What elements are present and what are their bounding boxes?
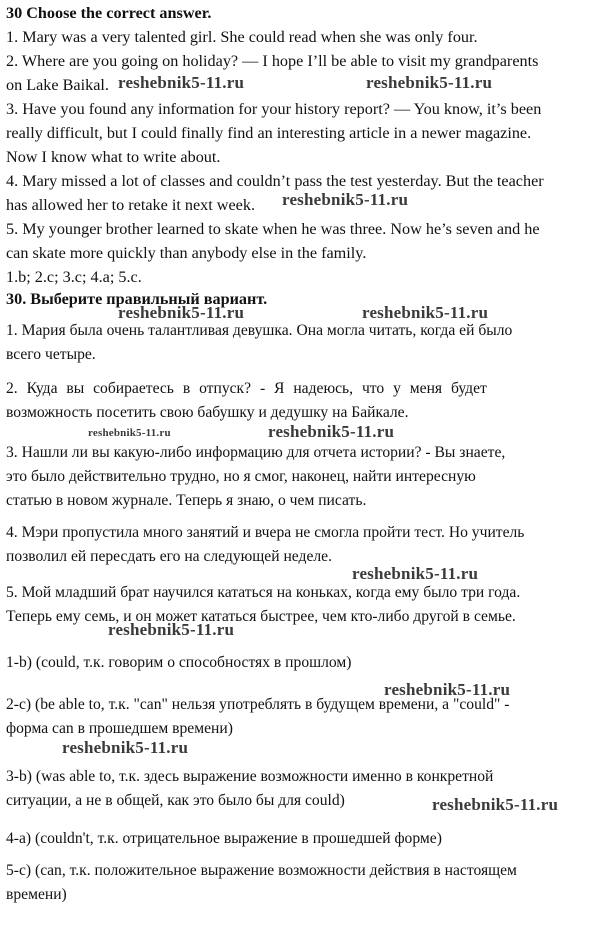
- watermark: reshebnik5-11.ru: [118, 73, 245, 92]
- explanation-line: 3-b) (was able to, т.к. здесь выражение возможности именно в конкретной: [6, 768, 494, 785]
- explanation-line: времени): [6, 886, 67, 903]
- english-line: 2. Where are you going on holiday? — I hope I’ll be able to visit my grandparents: [6, 52, 539, 70]
- english-line: has allowed her to retake it next week.: [6, 196, 256, 214]
- russian-line: всего четыре.: [6, 346, 96, 363]
- english-heading: 30 Choose the correct answer.: [6, 4, 212, 22]
- watermark: reshebnik5-11.ru: [432, 795, 559, 814]
- russian-heading: 30. Выберите правильный вариант.: [6, 290, 268, 308]
- english-line: can skate more quickly than anybody else in the family.: [6, 244, 367, 262]
- russian-line: 2. Куда вы собираетесь в отпуск? - Я надеюсь, что у меня будет: [6, 380, 487, 397]
- russian-line: 4. Мэри пропустила много занятий и вчера не смогла пройти тест. Но учитель: [6, 524, 525, 541]
- watermark: reshebnik5-11.ru: [362, 303, 489, 322]
- answer-key: 1.b; 2.c; 3.c; 4.a; 5.c.: [6, 268, 142, 286]
- explanation-line: 1-b) (could, т.к. говорим о способностях в прошлом): [6, 654, 352, 671]
- watermark: reshebnik5-11.ru: [118, 303, 245, 322]
- watermark: reshebnik5-11.ru: [384, 680, 511, 699]
- explanation-line: 4-a) (couldn't, т.к. отрицательное выражение в прошедшей форме): [6, 830, 442, 847]
- explanation-line: ситуации, а не в общей, как это было бы для could): [6, 792, 345, 809]
- english-line: 3. Have you found any information for your history report? — You know, it’s been: [6, 100, 542, 118]
- russian-line: позволил ей пересдать его на следующей неделе.: [6, 548, 332, 565]
- russian-line: это было действительно трудно, но я смог, наконец, найти интересную: [6, 468, 476, 485]
- english-line: 4. Mary missed a lot of classes and couldn’t pass the test yesterday. But the teacher: [6, 172, 544, 190]
- watermark: reshebnik5-11.ru: [108, 620, 235, 639]
- watermark: reshebnik5-11.ru: [88, 427, 171, 439]
- russian-line: статью в новом журнале. Теперь я знаю, о чем писать.: [6, 492, 367, 509]
- english-line: on Lake Baikal.: [6, 76, 109, 94]
- russian-line: 3. Нашли ли вы какую-либо информацию для отчета истории? - Вы знаете,: [6, 444, 506, 461]
- explanation-line: 2-c) (be able to, т.к. "can" нельзя употреблять в будущем времени, а "could" -: [6, 696, 510, 713]
- russian-line: 5. Мой младший брат научился кататься на коньках, когда ему было три года.: [6, 584, 521, 601]
- watermark: reshebnik5-11.ru: [268, 422, 395, 441]
- watermark: reshebnik5-11.ru: [62, 738, 189, 757]
- explanation-line: форма can в прошедшем времени): [6, 720, 233, 737]
- watermark: reshebnik5-11.ru: [366, 73, 493, 92]
- english-line: Now I know what to write about.: [6, 148, 221, 166]
- watermark: reshebnik5-11.ru: [282, 190, 409, 209]
- english-line: 1. Mary was a very talented girl. She could read when she was only four.: [6, 28, 478, 46]
- russian-line: Теперь ему семь, и он может кататься быстрее, чем кто-либо другой в семье.: [6, 608, 516, 625]
- english-line: 5. My younger brother learned to skate when he was three. Now he’s seven and he: [6, 220, 540, 238]
- watermark: reshebnik5-11.ru: [352, 564, 479, 583]
- russian-line: возможность посетить свою бабушку и дедушку на Байкале.: [6, 404, 409, 421]
- english-line: really difficult, but I could finally find an interesting article in a newer magazine.: [6, 124, 532, 142]
- explanation-line: 5-c) (can, т.к. положительное выражение возможности действия в настоящем: [6, 862, 517, 879]
- russian-line: 1. Мария была очень талантливая девушка. Она могла читать, когда ей было: [6, 322, 513, 339]
